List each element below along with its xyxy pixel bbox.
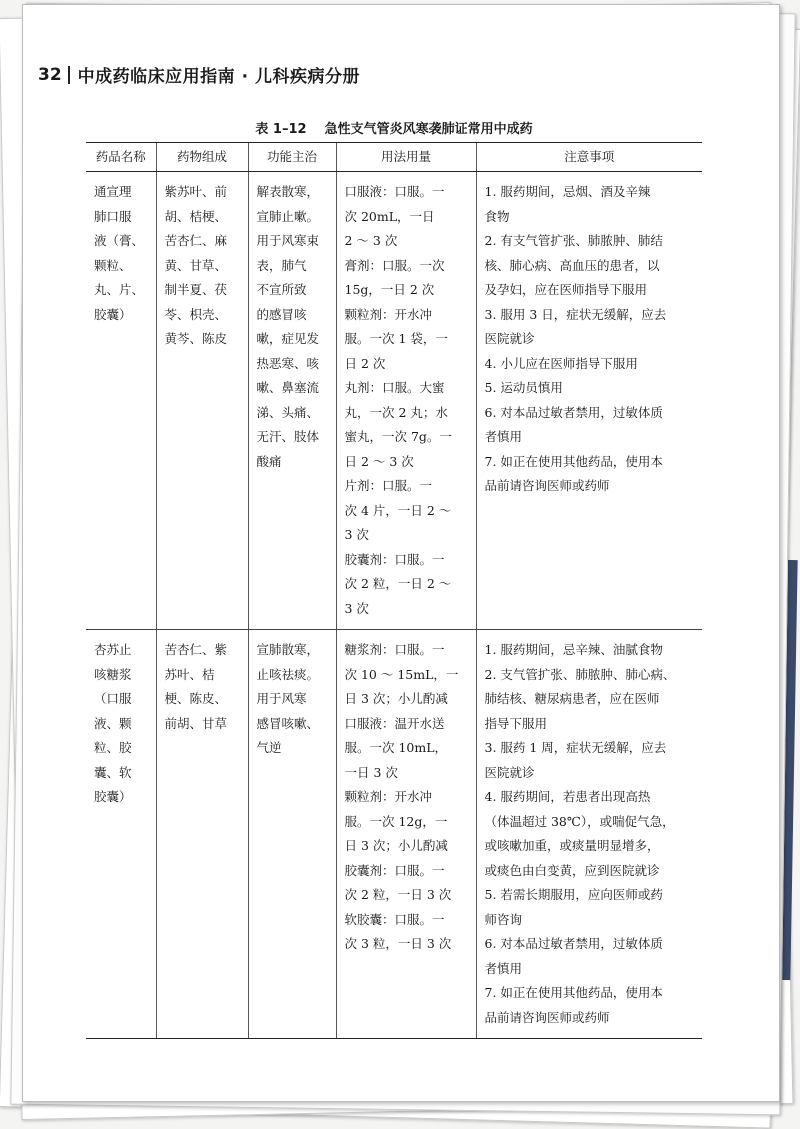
usage-cell-line: 蜜丸，一次 7g。一 [344, 429, 452, 444]
drug-name-cell [86, 172, 156, 630]
notes-cell-line: 指导下服用 [484, 715, 548, 731]
notes-cell-line: 4. 小儿应在医师指导下服用 [484, 355, 638, 371]
usage-cell-line: 3 次 [344, 600, 369, 616]
usage-cell-line: 日 2 ～ 3 次 [344, 453, 414, 469]
drug-name-cell-line: 胶囊） [94, 789, 132, 804]
composition-cell-line: 紫苏叶、前 [164, 184, 228, 199]
notes-cell-line: 医院就诊 [484, 764, 535, 780]
composition-cell [156, 630, 248, 1039]
column-header-composition: 药物组成 [156, 143, 248, 172]
drug-name-cell-line: 胶囊） [94, 306, 132, 322]
composition-cell-line: 黄、甘草、 [164, 257, 228, 273]
notes-cell-line: 者慎用 [484, 960, 523, 976]
notes-cell-line: 6. 对本品过敏者禁用，过敏体质 [484, 936, 663, 951]
usage-cell-line: 日 2 次 [344, 355, 386, 371]
book-title: 中成药临床应用指南 · 儿科疾病分册 [77, 67, 360, 87]
usage-cell-line: 3 次 [344, 527, 369, 542]
function-cell-line: 嗽，症见发 [256, 331, 320, 346]
notes-cell-line: 品前请咨询医师或药师 [484, 478, 610, 493]
usage-cell-line: 一日 3 次 [344, 764, 398, 780]
header-divider [68, 66, 70, 84]
column-header-notes: 注意事项 [476, 143, 702, 172]
composition-cell-line: 苏叶、桔 [164, 666, 215, 682]
notes-cell-line: 品前请咨询医师或药师 [484, 1009, 610, 1025]
usage-cell-line: 膏剂：口服。一次 [344, 257, 445, 273]
usage-cell-line: 胶囊剂：口服。一 [344, 862, 445, 878]
usage-cell-line: 次 4 片，一日 2 ～ [344, 502, 452, 518]
drug-name-cell-line: 丸、片、 [94, 282, 145, 297]
notes-cell-line: 及孕妇，应在医师指导下服用 [484, 282, 648, 297]
notes-cell-line: 食物 [484, 208, 510, 224]
usage-cell-line: 15g，一日 2 次 [344, 282, 435, 297]
notes-cell-line: 1. 服药期间，忌烟、酒及辛辣 [484, 184, 651, 199]
function-cell-line: 宣肺止嗽。 [256, 208, 320, 224]
usage-cell-line: 日 3 次；小儿酌减 [344, 691, 448, 706]
table-title: 急性支气管炎风寒袭肺证常用中成药 [324, 122, 533, 137]
composition-cell-line: 苦杏仁、麻 [164, 233, 228, 248]
medicine-table [86, 142, 702, 1039]
notes-cell-line: 者慎用 [484, 429, 523, 444]
drug-name-cell-line: 液（膏、 [94, 233, 145, 248]
usage-cell-line: 片剂：口服。一 [344, 478, 433, 493]
composition-cell-line: 胡、桔梗、 [164, 208, 228, 224]
notes-cell-line: 或痰色由白变黄，应到医院就诊 [484, 862, 660, 878]
drug-name-cell-line: 液、颗 [94, 715, 132, 731]
notes-cell-line: 7. 如正在使用其他药品，使用本 [484, 453, 663, 469]
composition-cell-line: 梗、陈皮、 [164, 691, 228, 706]
composition-cell [156, 172, 248, 630]
function-cell-line: 不宣所致 [256, 282, 307, 297]
column-header-function: 功能主治 [248, 143, 336, 172]
drug-name-cell-line: 粒、胶 [94, 740, 132, 755]
drug-name-cell-line: 颗粒、 [94, 257, 132, 273]
function-cell-line: 用于风寒 [256, 691, 307, 706]
drug-name-cell [86, 630, 156, 1039]
drug-name-cell-line: （口服 [94, 691, 132, 706]
function-cell-line: 的感冒咳 [256, 306, 307, 322]
composition-cell-line: 苦杏仁、紫 [164, 642, 228, 657]
table-body [86, 172, 702, 1039]
notes-cell-line: 7. 如正在使用其他药品，使用本 [484, 985, 663, 1000]
usage-cell-line: 服。一次 10mL， [344, 740, 448, 755]
notes-cell-line: 6. 对本品过敏者禁用，过敏体质 [484, 404, 663, 420]
usage-cell-line: 胶囊剂：口服。一 [344, 551, 445, 567]
notes-cell-line: 师咨询 [484, 911, 523, 927]
notes-cell-line: （体温超过 38℃），或喘促气急， [484, 813, 675, 829]
table-row [86, 172, 702, 630]
table-header-row [86, 143, 702, 172]
usage-cell [336, 172, 476, 630]
composition-cell-line: 制半夏、茯 [164, 282, 228, 297]
drug-name-cell-line: 肺口服 [94, 208, 132, 224]
notes-cell-line: 4. 服药期间，若患者出现高热 [484, 789, 651, 804]
drug-name-cell-line: 杏苏止 [94, 642, 132, 657]
page-number: 32 [38, 64, 62, 85]
usage-cell-line: 次 10 ～ 15mL，一 [344, 666, 459, 682]
drug-name-cell-line: 咳糖浆 [94, 666, 132, 682]
table-row [86, 630, 702, 1039]
usage-cell-line: 服。一次 1 袋，一 [344, 331, 448, 346]
column-header-usage: 用法用量 [336, 143, 476, 172]
running-header [38, 62, 360, 87]
function-cell-line: 止咳祛痰。 [256, 666, 320, 682]
notes-cell-line: 5. 若需长期服用，应向医师或药 [484, 887, 663, 902]
function-cell-line: 热恶寒、咳 [256, 355, 320, 371]
usage-cell-line: 次 3 粒，一日 3 次 [344, 936, 452, 951]
drug-name-cell-line: 囊、软 [94, 764, 132, 780]
usage-cell-line: 次 2 粒，一日 3 次 [344, 887, 452, 902]
usage-cell-line: 丸剂：口服。大蜜 [344, 380, 445, 395]
table-caption [86, 118, 702, 137]
usage-cell-line: 次 2 粒，一日 2 ～ [344, 576, 452, 591]
usage-cell-line: 丸，一次 2 丸；水 [344, 404, 448, 420]
table-number: 表 1–12 [255, 122, 307, 137]
notes-cell-line: 2. 有支气管扩张、肺脓肿、肺结 [484, 233, 663, 248]
composition-cell-line: 黄芩、陈皮 [164, 331, 228, 346]
notes-cell-line: 核、肺心病、高血压的患者，以 [484, 257, 660, 273]
usage-cell-line: 软胶囊：口服。一 [344, 911, 445, 927]
usage-cell-line: 口服液：口服。一 [344, 184, 445, 199]
drug-name-cell-line: 通宣理 [94, 184, 132, 199]
usage-cell [336, 630, 476, 1039]
function-cell [248, 172, 336, 630]
notes-cell [476, 630, 702, 1039]
usage-cell-line: 颗粒剂：开水冲 [344, 306, 433, 322]
function-cell-line: 感冒咳嗽、 [256, 715, 320, 731]
function-cell-line: 解表散寒， [256, 184, 320, 199]
column-header-name: 药品名称 [86, 143, 156, 172]
usage-cell-line: 糖浆剂：口服。一 [344, 642, 445, 657]
usage-cell-line: 颗粒剂：开水冲 [344, 789, 433, 804]
usage-cell-line: 2 ～ 3 次 [344, 233, 398, 248]
usage-cell-line: 服。一次 12g，一 [344, 813, 448, 829]
notes-cell-line: 5. 运动员慎用 [484, 380, 563, 395]
function-cell-line: 表，肺气 [256, 257, 307, 273]
composition-cell-line: 苓、枳壳、 [164, 306, 228, 322]
function-cell-line: 宣肺散寒， [256, 642, 320, 657]
composition-cell-line: 前胡、甘草 [164, 715, 228, 731]
notes-cell-line: 1. 服药期间，忌辛辣、油腻食物 [484, 642, 663, 657]
notes-cell-line: 或咳嗽加重，或痰量明显增多， [484, 838, 660, 853]
notes-cell-line: 肺结核、糖尿病患者，应在医师 [484, 691, 660, 706]
usage-cell-line: 口服液：温开水送 [344, 715, 445, 731]
notes-cell-line: 医院就诊 [484, 331, 535, 346]
function-cell-line: 嗽、鼻塞流 [256, 380, 320, 395]
notes-cell [476, 172, 702, 630]
notes-cell-line: 3. 服药 1 周，症状无缓解，应去 [484, 740, 667, 755]
notes-cell-line: 3. 服用 3 日，症状无缓解，应去 [484, 306, 667, 322]
function-cell-line: 酸痛 [256, 453, 282, 469]
usage-cell-line: 日 3 次；小儿酌减 [344, 838, 448, 853]
function-cell-line: 气逆 [256, 740, 282, 755]
function-cell-line: 无汗、肢体 [256, 429, 320, 444]
usage-cell-line: 次 20mL，一日 [344, 208, 435, 224]
function-cell-line: 用于风寒束 [256, 233, 320, 248]
notes-cell-line: 2. 支气管扩张、肺脓肿、肺心病、 [484, 666, 676, 682]
function-cell [248, 630, 336, 1039]
function-cell-line: 涕、头痛、 [256, 404, 320, 420]
